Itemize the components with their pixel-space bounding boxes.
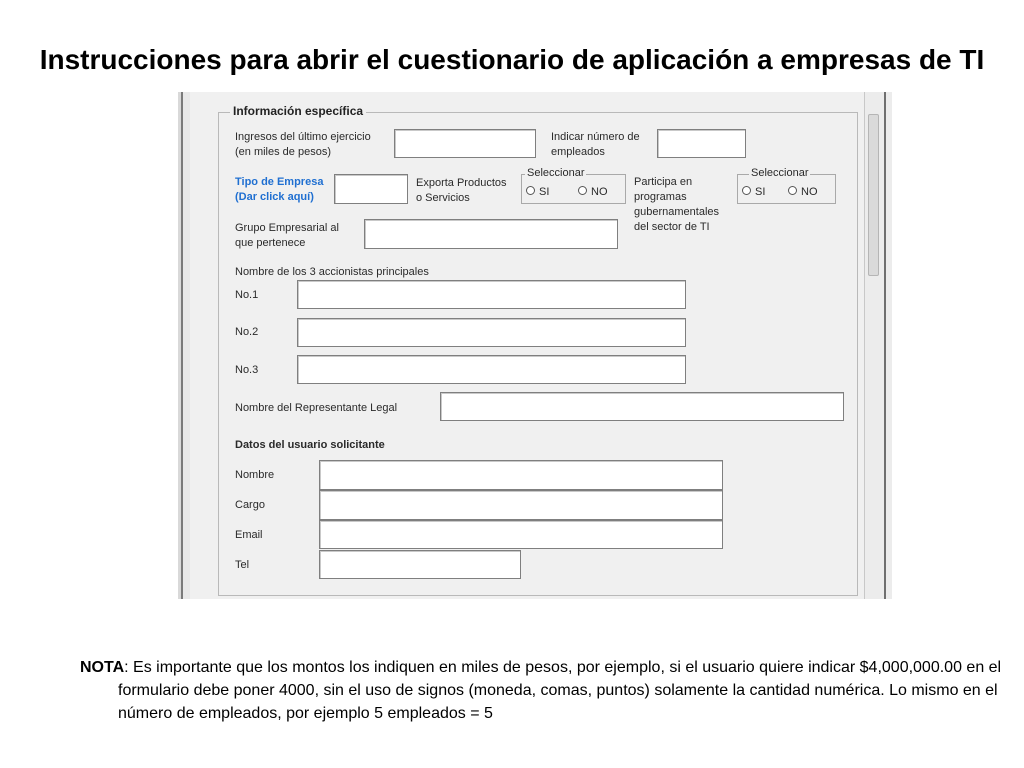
- tipo-empresa-line1: Tipo de Empresa: [235, 176, 324, 188]
- empleados-label-line1: Indicar número de: [551, 131, 640, 143]
- section-title: Información específica: [230, 104, 366, 118]
- email-label: Email: [235, 529, 263, 541]
- grupo-label: [235, 221, 339, 251]
- usuario-title: Datos del usuario solicitante: [235, 439, 385, 451]
- right-window-edge: [884, 92, 886, 599]
- vertical-scrollbar[interactable]: [864, 92, 892, 599]
- tipo-empresa-line2: (Dar click aquí): [235, 191, 314, 203]
- participa-line2: programas: [634, 191, 687, 203]
- accionistas-title: Nombre de los 3 accionistas principales: [235, 266, 429, 278]
- nota-label: NOTA: [80, 659, 125, 676]
- grupo-label-line1: Grupo Empresarial al: [235, 222, 339, 234]
- nombre-input[interactable]: [319, 460, 723, 490]
- exporta-no-label: NO: [591, 186, 608, 198]
- exporta-label: [416, 176, 507, 206]
- radio-circle-icon: [742, 186, 751, 195]
- grupo-label-line2: que pertenece: [235, 237, 306, 249]
- participa-si-label: SI: [755, 186, 766, 198]
- participa-line4: del sector de TI: [634, 221, 710, 233]
- exporta-no-radio[interactable]: [578, 186, 608, 199]
- tipo-empresa-input[interactable]: [334, 174, 408, 204]
- ingresos-label-line1: Ingresos del último ejercicio: [235, 131, 371, 143]
- radio-circle-icon: [788, 186, 797, 195]
- tipo-empresa-link[interactable]: [235, 175, 323, 205]
- exporta-label-line1: Exporta Productos: [416, 177, 507, 189]
- slide-title: Instrucciones para abrir el cuestionario de aplicación a empresas de TI: [39, 44, 985, 75]
- tel-label: Tel: [235, 559, 250, 571]
- scrollbar-thumb[interactable]: [868, 114, 879, 276]
- participa-select-title: Seleccionar: [751, 167, 809, 179]
- email-input[interactable]: [319, 520, 723, 549]
- ingresos-label-line2: (en miles de pesos): [235, 146, 331, 158]
- participa-no-label: NO: [801, 186, 818, 198]
- participa-line3: gubernamentales: [634, 206, 720, 218]
- cargo-input[interactable]: [319, 490, 723, 520]
- ingresos-input[interactable]: [394, 129, 536, 158]
- grupo-input[interactable]: [364, 219, 618, 249]
- exporta-label-line2: o Servicios: [416, 192, 470, 204]
- representante-input[interactable]: [440, 392, 844, 421]
- representante-label: Nombre del Representante Legal: [235, 402, 398, 414]
- exporta-si-label: SI: [539, 186, 550, 198]
- radio-circle-icon: [526, 186, 535, 195]
- nota-paragraph: [80, 656, 1023, 725]
- accionista-1-input[interactable]: [297, 280, 686, 309]
- ingresos-label: [235, 130, 371, 160]
- cargo-label: Cargo: [235, 499, 265, 511]
- participa-label: [634, 175, 719, 235]
- participa-si-radio[interactable]: [742, 186, 765, 199]
- accionista-3-label: No.3: [235, 364, 259, 376]
- nombre-label: Nombre: [235, 469, 275, 481]
- accionista-2-input[interactable]: [297, 318, 686, 347]
- empleados-label: [551, 130, 640, 160]
- accionista-2-label: No.2: [235, 326, 259, 338]
- accionista-1-label: No.1: [235, 289, 259, 301]
- participa-no-radio[interactable]: [788, 186, 818, 199]
- exporta-select-title: Seleccionar: [527, 167, 585, 179]
- accionista-3-input[interactable]: [297, 355, 686, 384]
- radio-circle-icon: [578, 186, 587, 195]
- exporta-si-radio[interactable]: [526, 186, 549, 199]
- participa-line1: Participa en: [634, 176, 693, 188]
- empleados-input[interactable]: [657, 129, 746, 158]
- empleados-label-line2: empleados: [551, 146, 605, 158]
- nota-text: : Es importante que los montos los indiquen en miles de pesos, por ejemplo, si el usuario quiere indicar $4,000,000.00 en el formulario debe poner 4000, sin el uso de signos (moneda, comas, puntos) solamente la cantidad numérica. Lo mismo en el número de empleados, por ejemplo 5 empleados = 5: [118, 659, 1002, 722]
- left-window-edge: [178, 92, 190, 599]
- tel-input[interactable]: [319, 550, 521, 579]
